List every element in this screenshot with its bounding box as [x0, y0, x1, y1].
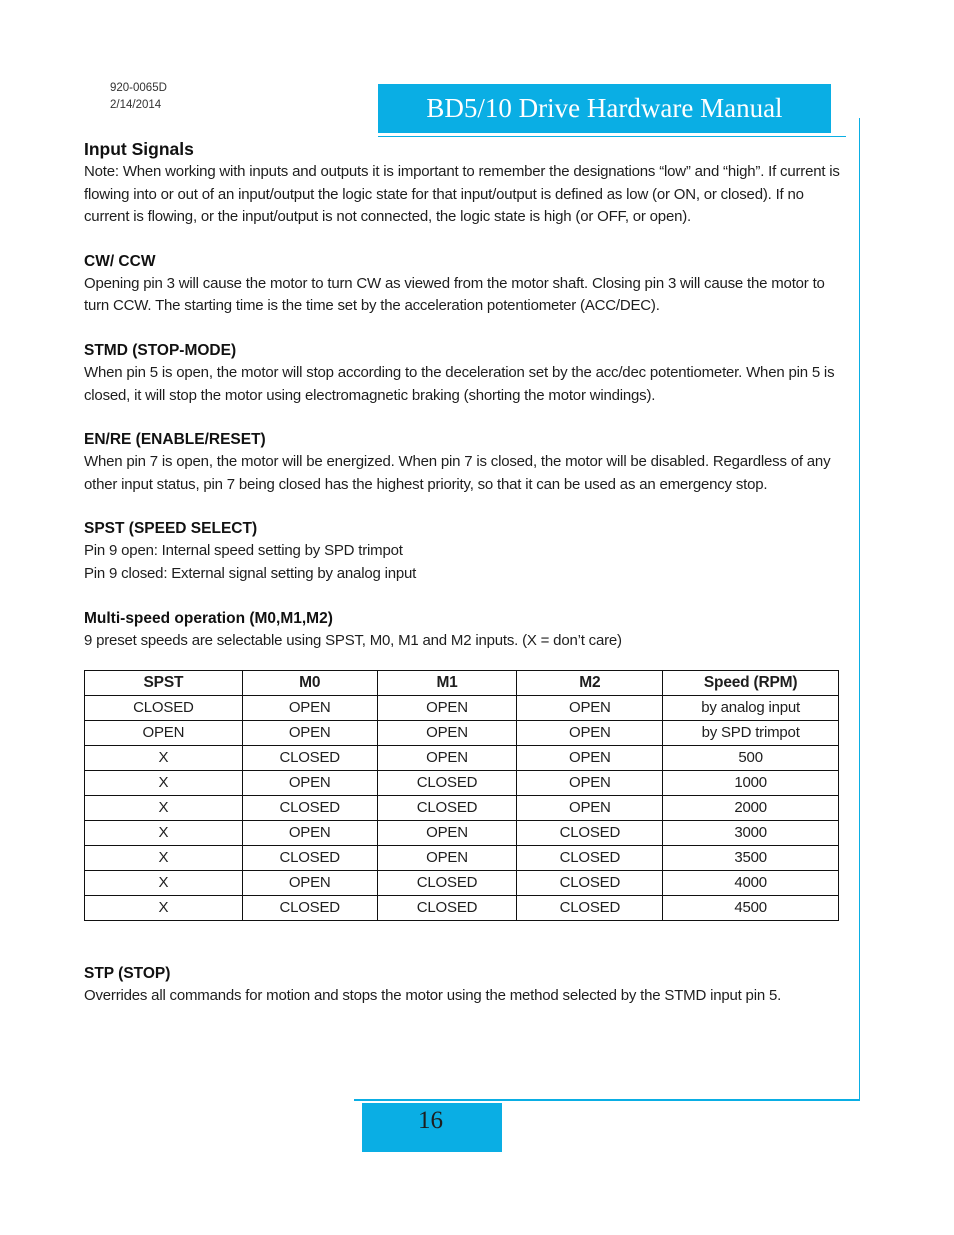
table-cell: 1000	[663, 771, 839, 796]
speed-table	[84, 670, 839, 921]
table-cell: CLOSED	[517, 871, 663, 896]
table-cell: CLOSED	[377, 796, 517, 821]
section-heading: Input Signals	[84, 139, 194, 159]
section-input-signals	[84, 137, 844, 229]
section-line: Pin 9 closed: External signal setting by analog input	[84, 564, 417, 582]
table-row	[85, 871, 839, 896]
table-cell: CLOSED	[377, 896, 517, 921]
table-row	[85, 796, 839, 821]
document-number: 920-0065D	[110, 82, 167, 94]
section-body: Note: When working with inputs and outputs it is important to remember the designations “low” and “high”. If current is flowing into or out of an input/output the logic state for that input/output is defined as low (or ON, or closed). If no current is flowing, or the input/output is not connected, the logic state is high (or OFF, or open).	[84, 163, 840, 226]
table-row	[85, 896, 839, 921]
table-cell: CLOSED	[85, 696, 243, 721]
table-header-cell: M0	[242, 671, 377, 696]
section-body: Overrides all commands for motion and stops the motor using the method selected by the STMD input pin 5.	[84, 987, 782, 1005]
section-body: 9 preset speeds are selectable using SPST, M0, M1 and M2 inputs. (X = don’t care)	[84, 631, 622, 649]
table-cell: OPEN	[242, 871, 377, 896]
section-heading: SPST (SPEED SELECT)	[84, 520, 258, 538]
table-header-cell: M1	[377, 671, 517, 696]
page-number: 16	[362, 1103, 502, 1152]
table-row	[85, 721, 839, 746]
table-cell: OPEN	[85, 721, 243, 746]
section-heading: EN/RE (ENABLE/RESET)	[84, 431, 266, 449]
table-cell: OPEN	[517, 771, 663, 796]
section-heading: Multi-speed operation (M0,M1,M2)	[84, 609, 333, 627]
table-row	[85, 821, 839, 846]
table-cell: OPEN	[377, 846, 517, 871]
table-cell: OPEN	[242, 821, 377, 846]
table-cell: OPEN	[517, 721, 663, 746]
table-cell: OPEN	[517, 796, 663, 821]
table-cell: OPEN	[377, 746, 517, 771]
table-header-cell: M2	[517, 671, 663, 696]
table-cell: CLOSED	[242, 846, 377, 871]
table-cell: 2000	[663, 796, 839, 821]
table-cell: OPEN	[242, 696, 377, 721]
section-stmd	[84, 340, 844, 407]
table-cell: X	[85, 746, 243, 771]
table-row	[85, 846, 839, 871]
table-cell: by analog input	[663, 696, 839, 721]
table-cell: OPEN	[377, 696, 517, 721]
section-line: Pin 9 open: Internal speed setting by SPD trimpot	[84, 542, 403, 560]
table-cell: CLOSED	[242, 746, 377, 771]
document-meta	[110, 80, 167, 114]
table-cell: X	[85, 896, 243, 921]
table-cell: OPEN	[377, 721, 517, 746]
page-title: BD5/10 Drive Hardware Manual	[378, 84, 831, 133]
table-cell: CLOSED	[377, 771, 517, 796]
table-cell: CLOSED	[517, 896, 663, 921]
table-cell: 4500	[663, 896, 839, 921]
table-header-cell: SPST	[85, 671, 243, 696]
section-body: Opening pin 3 will cause the motor to turn CW as viewed from the motor shaft. Closing pin 3 will cause the motor to turn CCW. The starting time is the time set by the acceleration potentiometer (ACC/DEC).	[84, 274, 825, 315]
section-body: When pin 5 is open, the motor will stop according to the deceleration set by the acc/dec potentiometer. When pin 5 is closed, it will stop the motor using electromagnetic braking (shorting the motor windings).	[84, 363, 835, 404]
table-header-cell: Speed (RPM)	[663, 671, 839, 696]
table-row	[85, 746, 839, 771]
table-cell: X	[85, 846, 243, 871]
footer-rule	[354, 1099, 860, 1101]
table-cell: 3000	[663, 821, 839, 846]
table-cell: CLOSED	[377, 871, 517, 896]
table-cell: X	[85, 821, 243, 846]
table-cell: CLOSED	[517, 846, 663, 871]
table-cell: OPEN	[517, 746, 663, 771]
table-cell: 4000	[663, 871, 839, 896]
right-margin-rule	[859, 118, 860, 1100]
section-cw-ccw	[84, 251, 844, 318]
table-cell: X	[85, 796, 243, 821]
document-date: 2/14/2014	[110, 99, 162, 111]
table-cell: OPEN	[242, 771, 377, 796]
table-cell: CLOSED	[242, 896, 377, 921]
table-cell: X	[85, 871, 243, 896]
section-spst	[84, 518, 844, 585]
table-cell: X	[85, 771, 243, 796]
section-en-re	[84, 429, 844, 496]
table-cell: by SPD trimpot	[663, 721, 839, 746]
section-body: When pin 7 is open, the motor will be energized. When pin 7 is closed, the motor will be disabled. Regardless of any other input status, pin 7 being closed has the highest priority, so that it can be used as an emergency stop.	[84, 453, 831, 493]
table-header-row	[85, 671, 839, 696]
table-cell: OPEN	[517, 696, 663, 721]
section-heading: CW/ CCW	[84, 252, 156, 270]
section-heading: STMD (STOP-MODE)	[84, 341, 237, 359]
table-cell: OPEN	[377, 821, 517, 846]
table-cell: 500	[663, 746, 839, 771]
section-heading: STP (STOP)	[84, 965, 171, 983]
table-cell: 3500	[663, 846, 839, 871]
table-cell: CLOSED	[242, 796, 377, 821]
section-stp	[84, 963, 844, 1008]
table-cell: CLOSED	[517, 821, 663, 846]
main-content	[84, 137, 844, 1030]
table-row	[85, 696, 839, 721]
table-cell: OPEN	[242, 721, 377, 746]
section-multi-speed	[84, 608, 844, 653]
table-row	[85, 771, 839, 796]
